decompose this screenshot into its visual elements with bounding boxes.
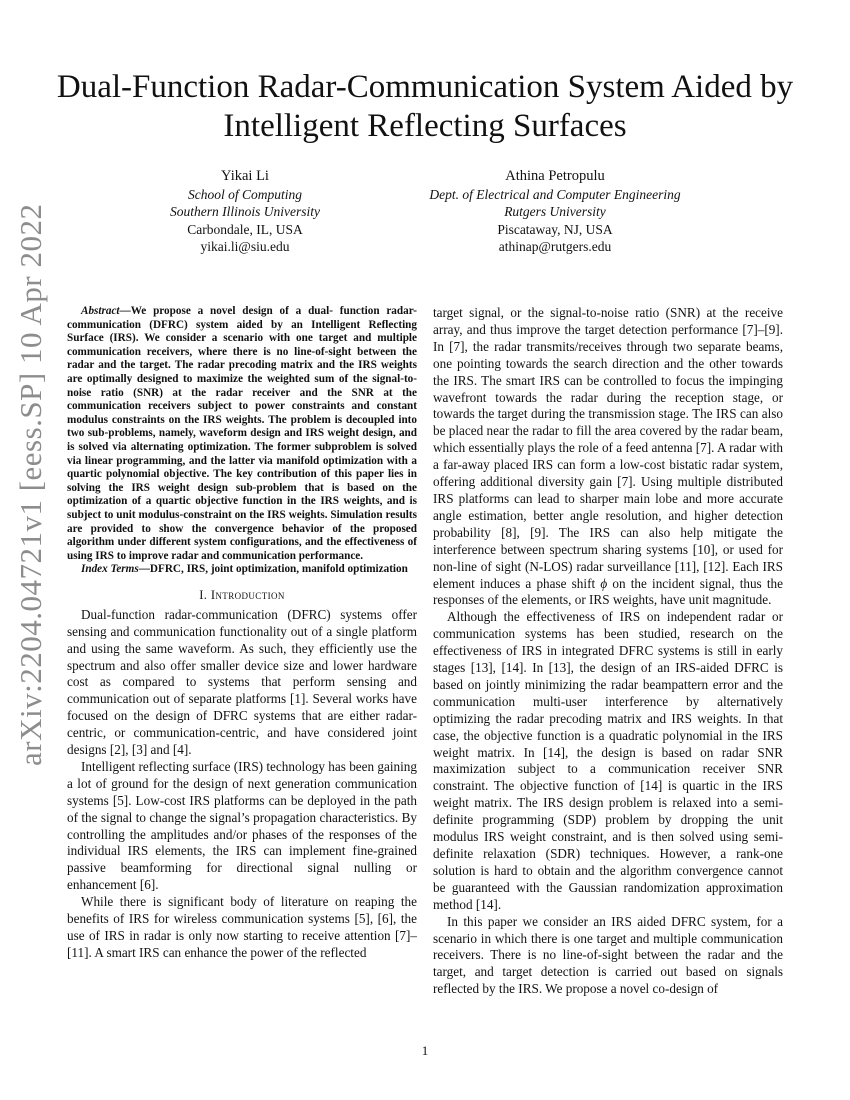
paragraph	[433, 305, 783, 609]
author-email: yikai.li@siu.edu	[200, 239, 290, 254]
abstract-text: —We propose a novel design of a dual- function radar-communication (DFRC) system aided by an Intelligent Reflecting Surface (IRS). We consider a scenario with one target and multiple communication receivers, where there is no line-of-sight between the radar and the target. The radar precoding matrix and the IRS weights are optimally designed to maximize the weighted sum of the signal-to-noise ratio (SNR) at the radar receiver and the SNR at the communication receivers subject to power constraints and constant modulus constraints on the IRS weights. The problem is decoupled into two sub-problems, namely, waveform design and IRS weight design, and is solved via alternating optimization. The former subproblem is solved via linear programming, and the latter via manifold optimization with a quartic polynomial objective. The key contribution of this paper lies in solving the IRS weight design sub-problem that is based on the optimization of a quartic objective function in the IRS weights, and is subject to unit modulus-constraint on the IRS weights. Simulation results are provided to show the convergence behavior of the proposed algorithm under different system configurations, and the effectiveness of using IRS to improve radar and communication performance.	[67, 305, 417, 562]
author-name: Yikai Li	[221, 168, 269, 184]
author-affiliation: School of Computing	[188, 186, 302, 202]
page-number: 1	[421, 1043, 429, 1058]
author-location: Carbondale, IL, USA	[187, 221, 303, 237]
author-institution: Rutgers University	[504, 204, 606, 219]
arxiv-identifier: arXiv:2204.04721v1 [eess.SP] 10 Apr 2022	[13, 203, 48, 767]
section-number: I.	[199, 587, 211, 602]
author-name: Athina Petropulu	[505, 168, 605, 184]
section-heading-introduction	[67, 587, 417, 604]
author-block-1	[130, 168, 360, 256]
left-column	[67, 305, 417, 962]
abstract	[67, 305, 417, 563]
index-terms	[67, 563, 417, 577]
paragraph: Intelligent reflecting surface (IRS) technology has been gaining a lot of ground for the design of next generation communication systems [5]. Low-cost IRS platforms can be deployed in the path of the signal to change the signal’s propagation characteristics. By controlling the amplitudes and/or phases of the responses of the individual IRS elements, the IRS can implement fine-grained passive beamforming for directional signal nulling or enhancement [6].	[67, 758, 417, 893]
paragraph-text: target signal, or the signal-to-noise ratio (SNR) at the receive array, and thus improve the target detection performance [7]–[9]. In [7], the radar transmits/receives through two separate beams, one pointing towards the search direction and the other towards the IRS. The smart IRS can be controlled to focus the impinging wavefront towards the radar during the reception stage, or towards the target during the transmission stage. The IRS can also be placed near the radar to fill the area covered by the radar beam, which essentially plays the role of a feed antenna [7]. A radar with a far-away placed IRS can form a low-cost bistatic radar system, offering additional diversity gain [7]. Using multiple distributed IRS platforms can lead to sharper main lobe and more accurate angle estimation, better angle resolution, and higher detection probability [8], [9]. The IRS can also help mitigate the interference between spectrum sharing systems [10], or used for non-line of sight (N-LOS) radar surveillance [11], [12]. Each IRS element induces a phase shift	[433, 305, 783, 591]
paragraph: In this paper we consider an IRS aided DFRC system, for a scenario in which there is one target and multiple communication receivers. There is no line-of-sight between the radar and the target, and target detection is carried out based on signals reflected by the IRS. We propose a novel co-design of	[433, 913, 783, 997]
author-email: athinap@rutgers.edu	[498, 239, 612, 254]
paragraph: Dual-function radar-communication (DFRC) systems offer sensing and communication functionality out of a single platform and using the same waveform. As such, they efficiently use the spectrum and also offer smaller device size and lower hardware cost as compared to systems that perform sensing and communication out of separate platforms [1]. Several works have focused on the design of DFRC systems that are either radar-centric, or communication-centric, and have considered joint designs [2], [3] and [4].	[67, 606, 417, 758]
paragraph: Although the effectiveness of IRS on independent radar or communication systems has been studied, research on the effectiveness of IRS in integrated DFRC systems is still in early stages [13], [14]. In [13], the design of an IRS-aided DFRC is based on jointly minimizing the radar beampattern error and the communication multi-user interference by alternatively optimizing the radar precoding matrix and IRS weights. In that case, the objective function is a quadratic polynomial in the IRS weight matrix. In [14], the design is based on radar SNR maximization subject to a communication receiver SNR constraint. The objective function of [14] is quartic in the IRS weight matrix. The IRS design problem is relaxed into a semi-definite programming (SDP) problem by dropping the unit modulus IRS weight constraint, and is then solved using semi-definite relaxation (SDR) techniques. However, a rank-one solution is hard to obtain and the algorithm convergence cannot be guaranteed with the Gaussian randomization approximation method [14].	[433, 609, 783, 912]
right-column	[433, 305, 783, 998]
index-terms-lead: Index Terms	[81, 563, 139, 576]
abstract-lead: Abstract	[81, 305, 120, 317]
author-location: Piscataway, NJ, USA	[497, 221, 613, 237]
section-title: Introduction	[210, 587, 285, 602]
author-block-2	[390, 168, 720, 256]
author-affiliation: Dept. of Electrical and Computer Engineering	[429, 186, 681, 202]
paragraph: While there is significant body of literature on reaping the benefits of IRS for wireless communication systems [5], [6], the use of IRS in radar is only now starting to receive attention [7]–[11]. A smart IRS can enhance the power of the reflected	[67, 894, 417, 960]
paper-title: Dual-Function Radar-Communication System Aided by Intelligent Reflecting Surfaces	[56, 69, 794, 144]
author-institution: Southern Illinois University	[170, 204, 320, 219]
paragraph-text: on the incident signal, thus the responses of the elements, or IRS weights, have unit magnitude.	[433, 575, 783, 608]
index-terms-text: —DFRC, IRS, joint optimization, manifold optimization	[138, 563, 408, 576]
phase-symbol: ϕ	[600, 575, 608, 591]
